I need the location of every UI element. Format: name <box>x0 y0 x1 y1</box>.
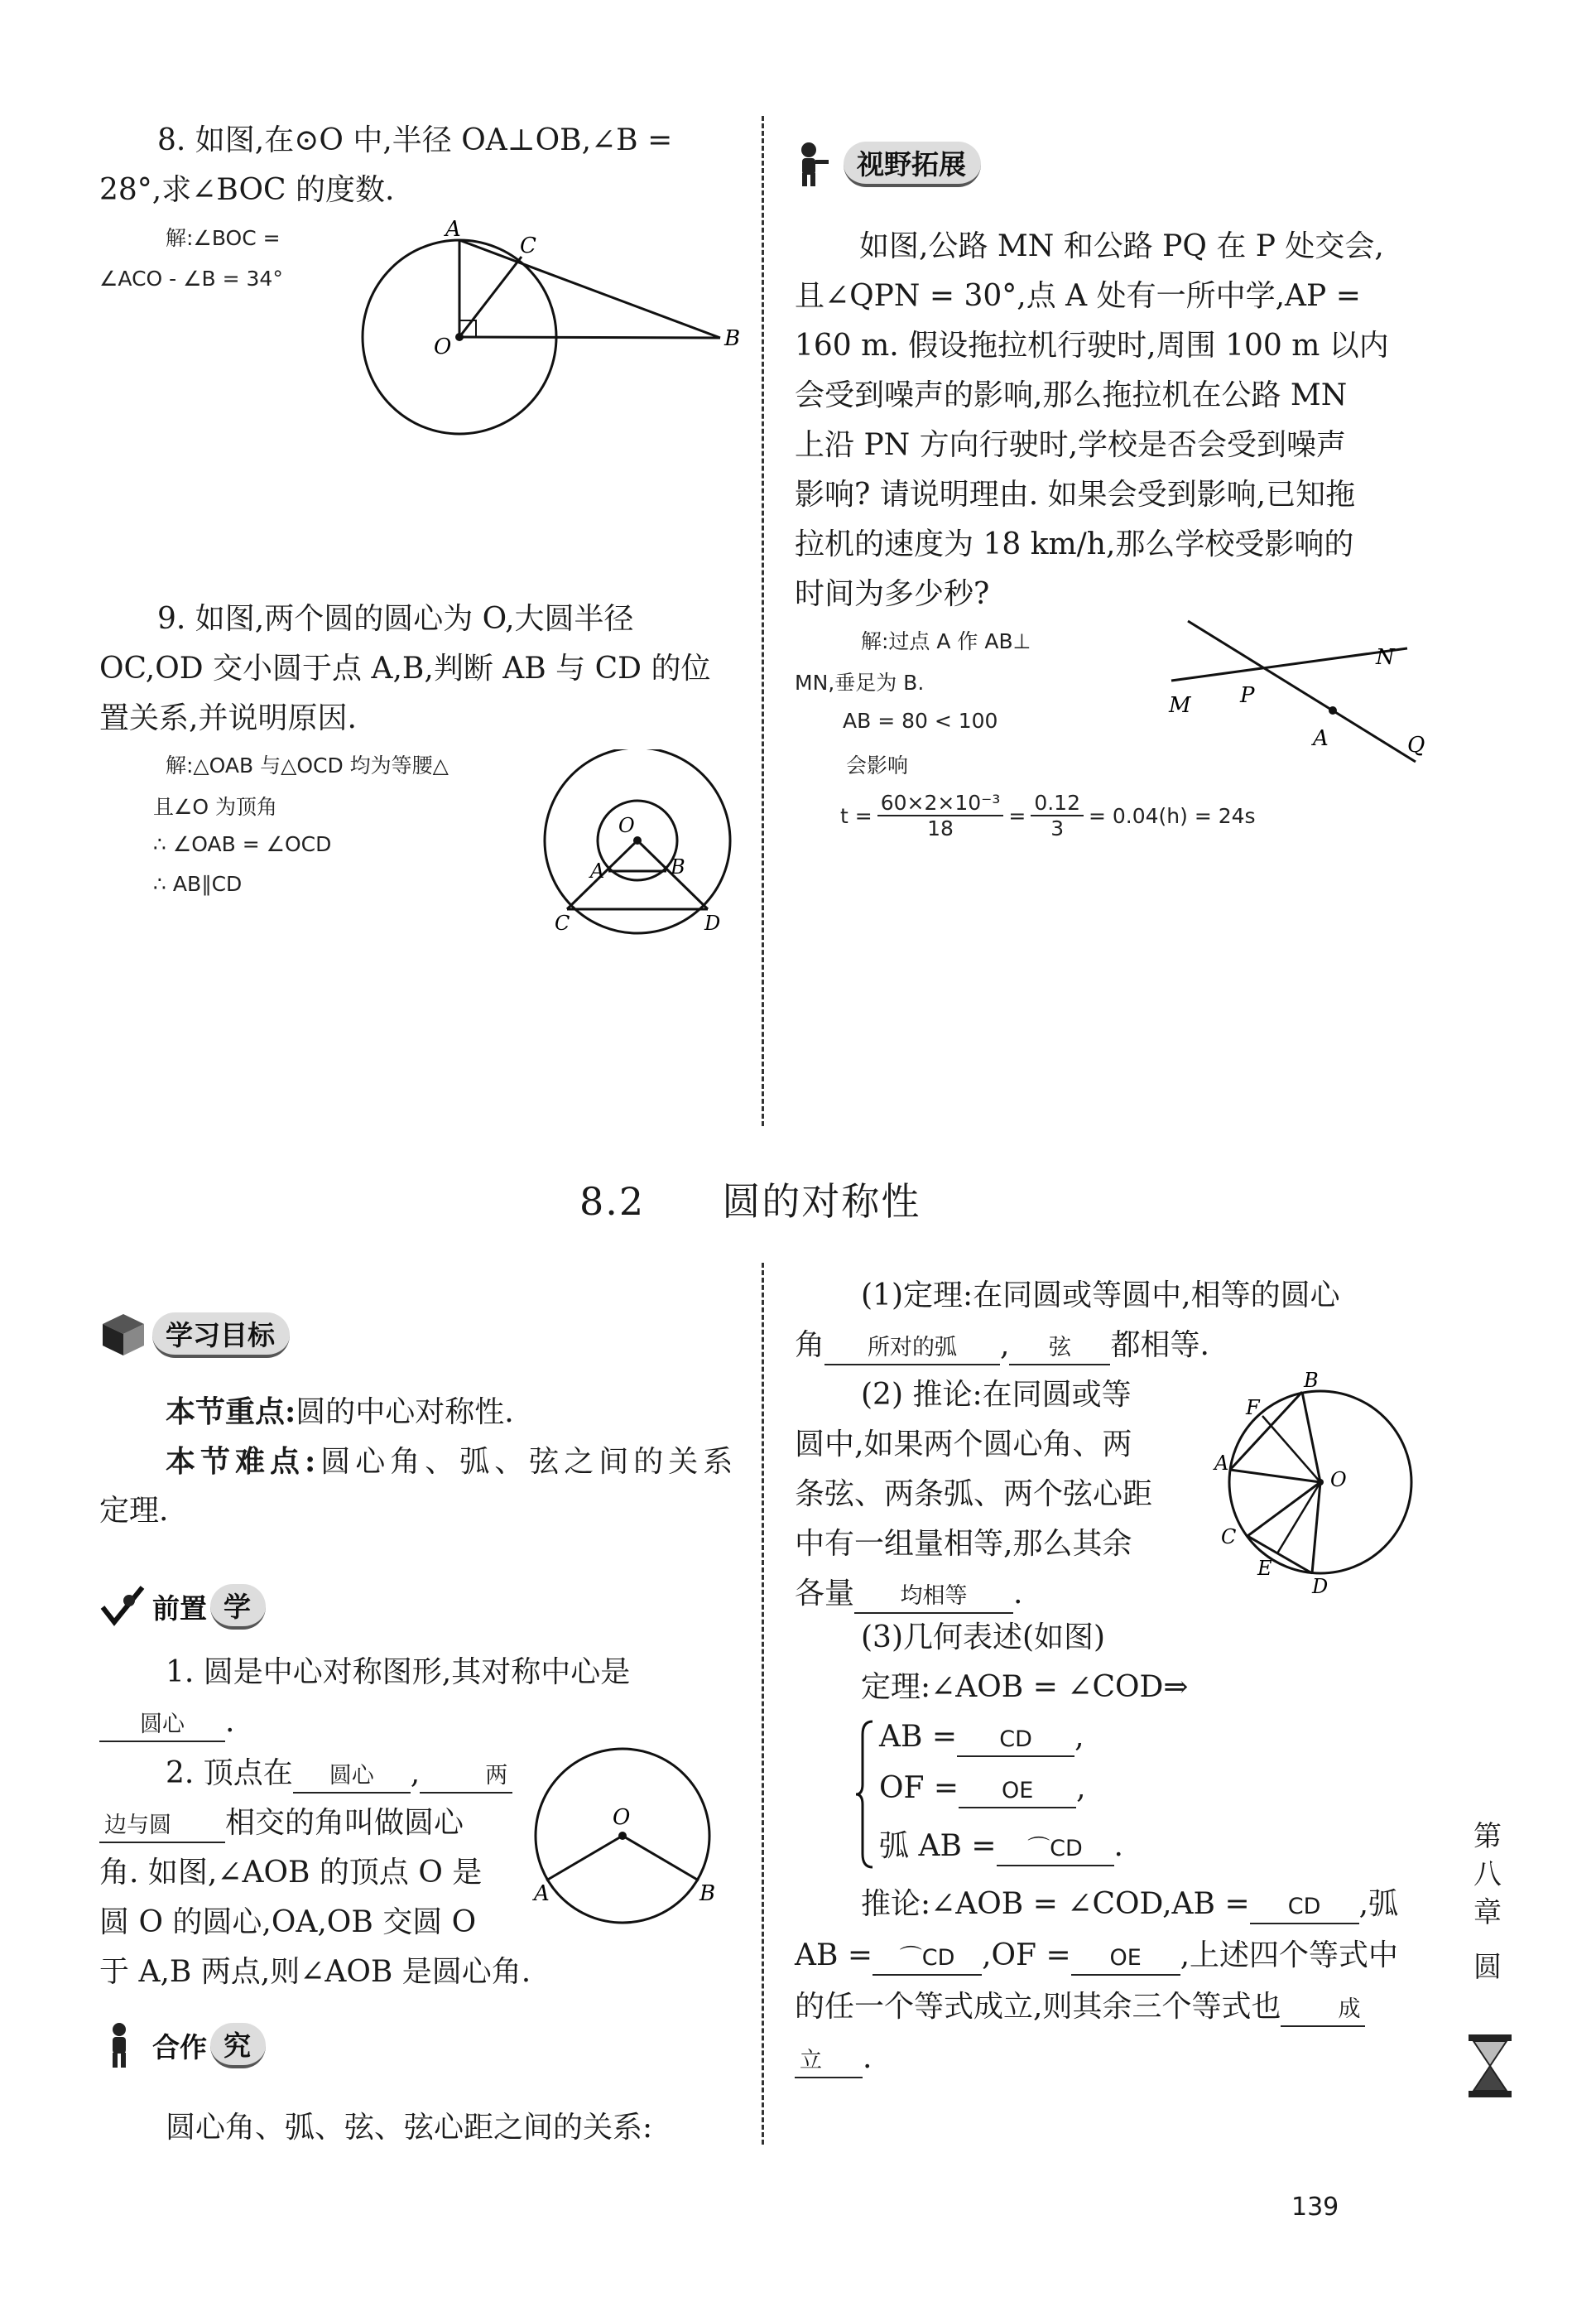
theorem-t3-line2: 定理:∠AOB = ∠COD⇒ <box>861 1670 1189 1704</box>
theorem-t3-row3 <box>879 1822 1123 1871</box>
vision-para-line2: 且∠QPN = 30°,点 A 处有一所中学,AP = <box>795 279 1361 313</box>
thm-label-c: C <box>1221 1525 1237 1548</box>
fraction2-denominator: 3 <box>1050 816 1065 840</box>
pre-label-o: O <box>613 1805 631 1830</box>
q9-solution-line2: 且∠O 为顶角 <box>153 795 278 819</box>
theorem-cor-line3 <box>795 1982 1365 2032</box>
goals-badge <box>99 1310 290 1360</box>
q9-text-line3: 置关系,并说明原因. <box>99 701 357 735</box>
theorem-t3-row2 <box>879 1764 1086 1813</box>
q8-figure <box>348 211 745 451</box>
q9-label-c: C <box>555 912 570 935</box>
pre-q1-text: 1. 圆是中心对称图形,其对称中心是 <box>166 1655 631 1689</box>
page-number: 139 <box>1291 2193 1339 2222</box>
section-title: 圆的对称性 <box>722 1179 921 1224</box>
cor-text-c: AB = <box>795 1938 873 1972</box>
theorem-t1-line1: (1)定理:在同圆或等圆中,相等的圆心 <box>861 1278 1340 1312</box>
column-divider-top <box>762 116 764 1126</box>
q8-label-a: A <box>445 217 461 242</box>
thm-label-a: A <box>1214 1452 1229 1475</box>
t1-text-c: 都相等. <box>1110 1328 1209 1362</box>
q9-figure <box>542 749 757 940</box>
pre-q1-answer: 圆心 <box>99 1709 225 1742</box>
pre-q1-answer-line: 圆心 . <box>99 1697 234 1747</box>
t3-row2-comma: , <box>1076 1771 1086 1805</box>
q8-label-b: B <box>724 326 741 351</box>
vision-solution-line2: MN,垂足为 B. <box>795 671 925 695</box>
vision-para-line4: 会受到噪声的影响,那么拖拉机在公路 MN <box>795 378 1348 412</box>
vision-para-line7: 拉机的速度为 18 km/h,那么学校受影响的 <box>795 527 1354 561</box>
explorer-person-icon <box>99 2021 147 2069</box>
pre-badge <box>99 1582 266 1631</box>
vision-badge <box>791 139 981 189</box>
pre-q2-line1 <box>166 1749 512 1798</box>
road-label-q: Q <box>1407 733 1425 758</box>
q8-text-line2: 28°,求∠BOC 的度数. <box>99 173 395 207</box>
q8-label-c: C <box>520 234 536 258</box>
t2-text-a: 各量 <box>795 1577 855 1611</box>
q8-solution-line2: ∠ACO - ∠B = 34° <box>99 267 283 291</box>
vision-para-line6: 影响? 请说明理由. 如果会受到影响,已知拖 <box>795 478 1356 512</box>
chapter-tab <box>1467 1818 1508 1986</box>
section-heading <box>579 1172 921 1226</box>
vision-solution-line4: 会影响 <box>846 754 909 778</box>
cor-answer4a: 成 <box>1281 1994 1365 2027</box>
vision-para-line1: 如图,公路 MN 和公路 PQ 在 P 处交会, <box>859 229 1384 263</box>
theorem-t3-row1 <box>879 1712 1084 1762</box>
q9-text-line2: OC,OD 交小圆于点 A,B,判断 AB 与 CD 的位 <box>99 652 711 686</box>
t3-row3-period: . <box>1113 1829 1123 1863</box>
t1-text-a: 角 <box>795 1328 825 1362</box>
pre-q2-answer2b: 边与圆 <box>99 1810 225 1843</box>
thm-label-d: D <box>1312 1575 1329 1598</box>
cor-text-end: . <box>863 2041 873 2075</box>
formula-result: = 0.04(h) = 24s <box>1088 803 1256 828</box>
coop-badge-label-b: 究 <box>210 2023 266 2068</box>
t3-row3-answer: ⌒CD <box>997 1833 1114 1866</box>
theorem-cor-line4 <box>795 2034 872 2083</box>
formula-equals: = <box>1008 803 1026 828</box>
thm-label-f: F <box>1246 1396 1260 1419</box>
cor-text-b: ,弧 <box>1358 1887 1399 1921</box>
goals-key-text: 圆的中心对称性. <box>296 1395 514 1429</box>
theorem-t2-line5 <box>795 1569 1022 1619</box>
goals-key-label: 本节重点: <box>166 1394 296 1429</box>
goals-difficulty <box>166 1437 738 1487</box>
pre-figure <box>530 1743 745 1942</box>
t1-text-b: , <box>1000 1328 1010 1362</box>
pre-badge-label-b: 学 <box>210 1584 266 1630</box>
pre-label-a: A <box>534 1881 550 1906</box>
q9-text-line1: 9. 如图,两个圆的圆心为 O,大圆半径 <box>157 602 634 636</box>
t2-answer: 均相等 <box>854 1581 1013 1614</box>
road-label-a: A <box>1313 726 1329 751</box>
t3-row2-answer: OE <box>959 1775 1076 1808</box>
coop-text: 圆心角、弧、弦、弦心距之间的关系: <box>166 2111 653 2145</box>
pre-q2-line3: 角. 如图,∠AOB 的顶点 O 是 <box>99 1856 483 1890</box>
cor-answer1: CD <box>1250 1891 1359 1924</box>
t3-row2-text: OF = <box>879 1771 959 1805</box>
pre-label-b: B <box>699 1881 716 1906</box>
theorem-t2-line1: (2) 推论:在同圆或等 <box>861 1378 1132 1412</box>
theorem-t2-line3: 条弦、两条弧、两个弦心距 <box>795 1477 1153 1511</box>
road-label-p: P <box>1240 683 1255 708</box>
brace-icon <box>853 1718 877 1871</box>
t1-answer1: 所对的弧 <box>824 1332 1000 1365</box>
t3-row1-text: AB = <box>879 1720 958 1754</box>
theorem-t1-line2 <box>795 1321 1209 1370</box>
cube-icon <box>99 1311 147 1359</box>
theorem-cor-line2 <box>795 1931 1398 1981</box>
fraction2-numerator: 0.12 <box>1031 791 1084 816</box>
q8-label-o: O <box>434 335 452 359</box>
pre-q2-line5: 于 A,B 两点,则∠AOB 是圆心角. <box>99 1955 531 1989</box>
pre-badge-label-a: 前置 <box>152 1591 207 1625</box>
cor-answer3: OE <box>1071 1943 1180 1976</box>
cor-answer4b: 立 <box>795 2045 863 2078</box>
cor-text-line3: 的任一个等式成立,则其余三个等式也 <box>795 1990 1281 2024</box>
q9-label-a: A <box>590 859 605 883</box>
section-number: 8.2 <box>579 1179 646 1224</box>
coop-badge <box>99 2020 266 2070</box>
road-label-m: M <box>1169 693 1191 718</box>
cor-text-d: ,OF = <box>982 1938 1071 1972</box>
vision-solution-line3: AB = 80 < 100 <box>843 709 998 733</box>
figure-person-icon <box>791 140 839 188</box>
formula-fraction1 <box>877 791 1004 840</box>
pre-q2-line2 <box>99 1798 464 1848</box>
goals-difficulty-line2: 定理. <box>99 1494 169 1528</box>
q9-solution-line1: 解:△OAB 与△OCD 均为等腰△ <box>166 754 449 778</box>
goals-difficulty-label: 本节难点: <box>166 1444 321 1479</box>
vision-para-line5: 上沿 PN 方向行驶时,学校是否会受到噪声 <box>795 428 1347 462</box>
theorem-figure <box>1213 1366 1420 1598</box>
t2-text-b: . <box>1013 1577 1023 1611</box>
cor-answer2: ⌒CD <box>873 1943 982 1976</box>
pre-q2-line4: 圆 O 的圆心,OA,OB 交圆 O <box>99 1905 477 1939</box>
q9-solution-line3: ∴ ∠OAB = ∠OCD <box>153 832 332 856</box>
thm-label-o: O <box>1330 1468 1347 1491</box>
pre-q2-text-c: 相交的角叫做圆心 <box>225 1806 464 1840</box>
pre-q2-text-a: 2. 顶点在 <box>166 1756 293 1790</box>
q9-label-o: O <box>618 814 635 837</box>
column-divider-bottom <box>762 1263 764 2145</box>
vision-solution-line1: 解:过点 A 作 AB⊥ <box>861 629 1031 653</box>
theorem-cor-line1 <box>861 1880 1398 1929</box>
cor-text-a: 推论:∠AOB = ∠COD,AB = <box>861 1887 1250 1921</box>
check-person-icon <box>99 1582 147 1630</box>
chapter-char-1: 第 <box>1473 1820 1502 1853</box>
pre-q2-text-b: , <box>410 1756 421 1790</box>
vision-badge-label: 视野拓展 <box>844 142 981 187</box>
pre-q2-answer1: 圆心 <box>293 1760 411 1794</box>
formula-fraction2 <box>1031 791 1084 840</box>
coop-badge-label-a: 合作 <box>152 2030 207 2063</box>
theorem-t2-line4: 中有一组量相等,那么其余 <box>795 1527 1132 1561</box>
q9-label-d: D <box>704 912 721 935</box>
formula-t: t = <box>840 803 873 828</box>
chapter-char-2: 八 <box>1473 1858 1502 1891</box>
chapter-char-3: 章 <box>1473 1896 1502 1929</box>
theorem-t2-line2: 圆中,如果两个圆心角、两 <box>795 1428 1132 1461</box>
q9-solution-line4: ∴ AB∥CD <box>153 872 243 896</box>
cor-text-e: ,上述四个等式中 <box>1180 1938 1399 1972</box>
pre-q2-answer2a: 两 <box>420 1760 512 1794</box>
t3-row3-text: 弧 AB = <box>879 1829 997 1863</box>
chapter-topic: 圆 <box>1473 1951 1502 1984</box>
t3-row1-comma: , <box>1074 1720 1084 1754</box>
q8-solution-line1: 解:∠BOC = <box>166 226 281 250</box>
theorem-t3-line1: (3)几何表述(如图) <box>861 1620 1106 1654</box>
q8-text-line1: 8. 如图,在⊙O 中,半径 OA⊥OB,∠B = <box>157 123 673 157</box>
thm-label-e: E <box>1257 1557 1272 1580</box>
thm-label-b: B <box>1304 1369 1319 1392</box>
hourglass-icon <box>1465 2033 1515 2099</box>
q9-label-b: B <box>671 855 685 879</box>
fraction1-numerator: 60×2×10⁻³ <box>877 791 1004 816</box>
t1-answer2: 弦 <box>1009 1332 1110 1365</box>
vision-para-line3: 160 m. 假设拖拉机行驶时,周围 100 m 以内 <box>795 329 1389 363</box>
t3-row1-answer: CD <box>957 1724 1074 1757</box>
road-label-n: N <box>1376 645 1395 670</box>
goals-key <box>166 1387 514 1437</box>
vision-solution-formula <box>840 791 1256 840</box>
vision-road-figure <box>1159 613 1440 770</box>
goals-difficulty-text: 圆心角、弧、弦之间的关系 <box>320 1445 738 1479</box>
vision-para-line8: 时间为多少秒? <box>795 577 990 611</box>
fraction1-denominator: 18 <box>927 816 954 840</box>
goals-badge-label: 学习目标 <box>152 1312 290 1358</box>
